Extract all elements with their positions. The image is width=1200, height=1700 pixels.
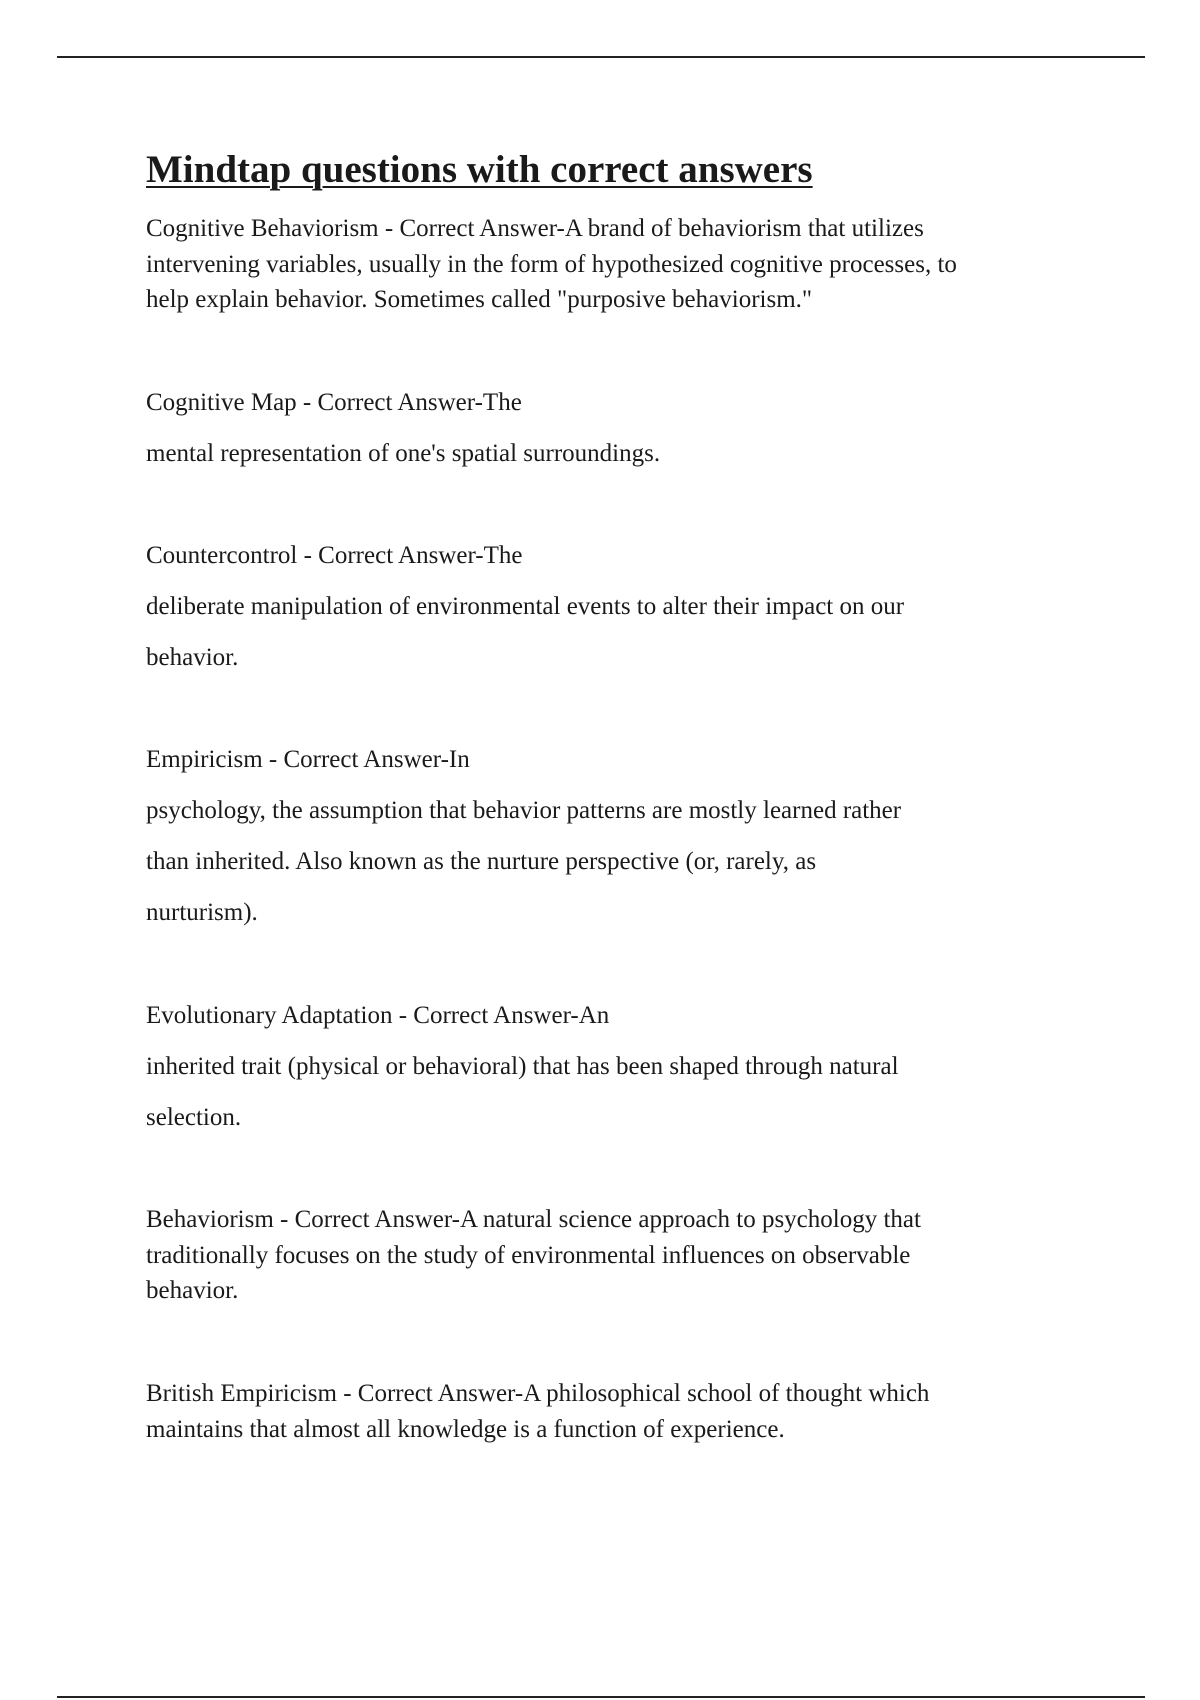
- entry-british-empiricism: [146, 1376, 1086, 1447]
- entry-line: behavior.: [146, 1277, 239, 1304]
- entry-line: British Empiricism - Correct Answer-A philosophical school of thought which: [146, 1380, 930, 1407]
- entry-line: deliberate manipulation of environmental events to alter their impact on our: [146, 593, 905, 620]
- entry-line: nurturism).: [146, 899, 258, 926]
- top-rule: [57, 56, 1145, 58]
- entry-line: Cognitive Behaviorism - Correct Answer-A brand of behaviorism that utilizes: [146, 215, 924, 242]
- entry-countercontrol: [146, 530, 1086, 683]
- entry-line: Countercontrol - Correct Answer-The: [146, 542, 523, 569]
- entry-line: intervening variables, usually in the form of hypothesized cognitive processes, to: [146, 250, 957, 278]
- entry-evolutionary-adaptation: [146, 990, 1086, 1143]
- entry-line: inherited trait (physical or behavioral) that has been shaped through natural: [146, 1053, 899, 1080]
- document-title: Mindtap questions with correct answers: [146, 148, 813, 191]
- entry-line: selection.: [146, 1104, 242, 1131]
- entry-line: mental representation of one's spatial surroundings.: [146, 440, 661, 467]
- entry-line: Cognitive Map - Correct Answer-The: [146, 389, 522, 416]
- entry-line: maintains that almost all knowledge is a function of experience.: [146, 1415, 785, 1443]
- entry-line: Evolutionary Adaptation - Correct Answer-An: [146, 1002, 610, 1029]
- entry-line: Behaviorism - Correct Answer-A natural science approach to psychology that: [146, 1206, 921, 1233]
- entry-line: help explain behavior. Sometimes called "purposive behaviorism.": [146, 286, 813, 313]
- entry-empiricism: [146, 734, 1086, 938]
- bottom-rule: [57, 1696, 1145, 1698]
- entry-line: behavior.: [146, 644, 239, 671]
- entry-line: than inherited. Also known as the nurture perspective (or, rarely, as: [146, 848, 817, 875]
- entry-line: traditionally focuses on the study of environmental influences on observable: [146, 1241, 911, 1269]
- entry-cognitive-behaviorism: [146, 211, 1086, 318]
- entry-cognitive-map: [146, 377, 1086, 479]
- entry-line: psychology, the assumption that behavior patterns are mostly learned rather: [146, 797, 902, 824]
- entry-behaviorism: [146, 1202, 1086, 1309]
- entry-line: Empiricism - Correct Answer-In: [146, 746, 470, 773]
